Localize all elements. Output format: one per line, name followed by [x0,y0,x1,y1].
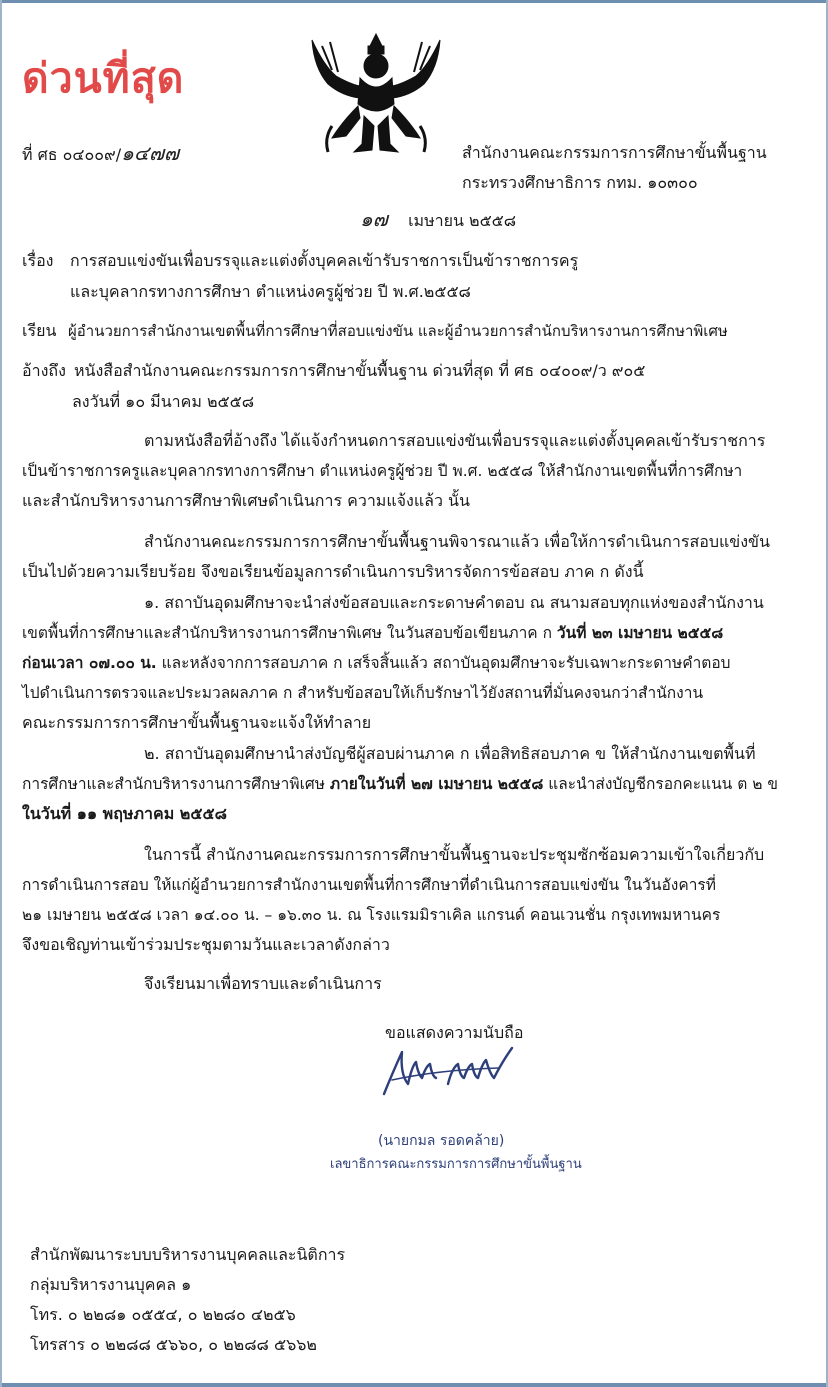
date-day-handwritten: ๑๗ [360,207,388,231]
item-1-line-4: ไปดำเนินการตรวจและประมวลผลภาค ก สำหรับข้อสอบให้เก็บรักษาไว้ยังสถานที่มั่นคงจนกว่าสำนักงาน [22,684,704,702]
item-1-line-2: เขตพื้นที่การศึกษาและสำนักบริหารงานการศึกษาพิเศษ ในวันสอบข้อเขียนภาค ก วันที่ ๒๓ เมษายน ๒๕๕๘ [22,624,724,642]
item-2-line-1: ๒. สถาบันอุดมศึกษานำส่งบัญชีผู้สอบผ่านภาค ก เพื่อสิทธิสอบภาค ข ให้สำนักงานเขตพื้นที่ [144,744,756,763]
subject-label: เรื่อง [22,251,54,270]
signatory-title: เลขาธิการคณะกรรมการการศึกษาขั้นพื้นฐาน [330,1157,582,1172]
paragraph-1-line-2: เป็นข้าราชการครูและบุคลากรทางการศึกษา ตำแหน่งครูผู้ช่วย ปี พ.ศ. ๒๕๕๘ ให้สำนักงานเขตพื้นที่การศึกษา [22,462,743,480]
item-1-line-1: ๑. สถาบันอุดมศึกษาจะนำส่งข้อสอบและกระดาษคำตอบ ณ สนามสอบทุกแห่งของสำนักงาน [144,593,764,612]
footer-fax: โทรสาร ๐ ๒๒๘๘ ๕๖๖๐, ๐ ๒๒๘๘ ๕๖๖๒ [30,1335,317,1354]
item-1-line-3: ก่อนเวลา ๐๗.๐๐ น. และหลังจากการสอบภาค ก เสร็จสิ้นแล้ว สถาบันอุดมศึกษาจะรับเฉพาะกระดาษคำตอบ [22,654,731,672]
closing-request: จึงเรียนมาเพื่อทราบและดำเนินการ [144,974,382,993]
paragraph-3-line-3: ๒๑ เมษายน ๒๕๕๘ เวลา ๑๔.๐๐ น. – ๑๖.๓๐ น. ณ โรงแรมมิราเคิล แกรนด์ คอนเวนชั่น กรุงเทพมหานคร [22,906,721,924]
item-2-deadline: ภายในวันที่ ๒๗ เมษายน ๒๕๕๘ [329,775,544,793]
page-frame-top [0,0,828,3]
footer-office: สำนักพัฒนาระบบบริหารงานบุคคลและนิติการ [30,1245,346,1264]
paragraph-2-line-2: เป็นไปด้วยความเรียบร้อย จึงขอเรียนข้อมูลการดำเนินการบริหารจัดการข้อสอบ ภาค ก ดังนี้ [22,562,644,581]
addressee-text: ผู้อำนวยการสำนักงานเขตพื้นที่การศึกษาที่สอบแข่งขัน และผู้อำนวยการสำนักบริหารงานการศึกษาพิเศษ [68,322,728,340]
footer-group: กลุ่มบริหารงานบุคคล ๑ [30,1275,192,1294]
reference-line-2: ลงวันที่ ๑๐ มีนาคม ๒๕๕๘ [72,392,255,411]
paragraph-3-line-1: ในการนี้ สำนักงานคณะกรรมการการศึกษาขั้นพื้นฐานจะประชุมซักซ้อมความเข้าใจเกี่ยวกับ [144,845,765,864]
footer-phone: โทร. ๐ ๒๒๘๑ ๐๕๕๔, ๐ ๒๒๘๐ ๔๒๕๖ [30,1305,296,1324]
item-1-line-5: คณะกรรมการการศึกษาขั้นพื้นฐานจะแจ้งให้ทำลาย [22,713,372,732]
urgency-stamp: ด่วนที่สุด [22,54,185,102]
paragraph-3-line-2: การดำเนินการสอบ ให้แก่ผู้อำนวยการสำนักงานเขตพื้นที่การศึกษาที่ดำเนินการสอบแข่งขัน ในวันอังคารที่ [22,876,716,894]
document-number-handwritten: ๑๔๗๗ [121,141,180,165]
document-date: ๑๗ เมษายน ๒๕๕๘ [360,207,517,231]
paragraph-2-line-1: สำนักงานคณะกรรมการการศึกษาขั้นพื้นฐานพิจารณาแล้ว เพื่อให้การดำเนินการสอบแข่งขัน [144,532,770,551]
paragraph-1-line-3: และสำนักบริหารงานการศึกษาพิเศษดำเนินการ ความแจ้งแล้ว นั้น [22,491,470,510]
issuer-line-1: สำนักงานคณะกรรมการการศึกษาขั้นพื้นฐาน [462,143,767,162]
item-2-line-2: การศึกษาและสำนักบริหารงานการศึกษาพิเศษ ภายในวันที่ ๒๗ เมษายน ๒๕๕๘ และนำส่งบัญชีกรอกคะแนน ต ๒ ข [22,775,778,793]
subject-line-1: การสอบแข่งขันเพื่อบรรจุและแต่งตั้งบุคคลเข้ารับราชการเป็นข้าราชการครู [70,251,579,270]
subject-line-2: และบุคลากรทางการศึกษา ตำแหน่งครูผู้ช่วย ปี พ.ศ.๒๕๕๘ [70,282,471,301]
item-2-line-3: ในวันที่ ๑๑ พฤษภาคม ๒๕๕๘ [22,804,227,823]
addressee-label: เรียน [22,321,57,340]
signatory-name: (นายกมล รอดคล้าย) [378,1133,505,1149]
item-1-exam-date: วันที่ ๒๓ เมษายน ๒๕๕๘ [556,624,724,642]
issuer-line-2: กระทรวงศึกษาธิการ กทม. ๑๐๓๐๐ [462,173,698,192]
closing-salutation: ขอแสดงความนับถือ [385,1023,524,1042]
item-1-exam-time: ก่อนเวลา ๐๗.๐๐ น. [22,654,157,672]
paragraph-1-line-1: ตามหนังสือที่อ้างถึง ได้แจ้งกำหนดการสอบแข่งขันเพื่อบรรจุและแต่งตั้งบุคคลเข้ารับราชการ [144,431,766,450]
garuda-emblem-icon [302,26,450,160]
handwritten-signature-icon [378,1044,528,1100]
reference-line-1: หนังสือสำนักงานคณะกรรมการการศึกษาขั้นพื้นฐาน ด่วนที่สุด ที่ ศธ ๐๔๐๐๙/ว ๙๐๕ [74,361,646,380]
page-frame-left [0,0,2,1387]
paragraph-3-line-4: จึงขอเชิญท่านเข้าร่วมประชุมตามวันและเวลาดังกล่าว [22,935,390,954]
page-frame-bottom [0,1383,828,1387]
document-number: ที่ ศธ ๐๔๐๐๙/๑๔๗๗ [22,141,180,165]
reference-label: อ้างถึง [22,361,66,380]
